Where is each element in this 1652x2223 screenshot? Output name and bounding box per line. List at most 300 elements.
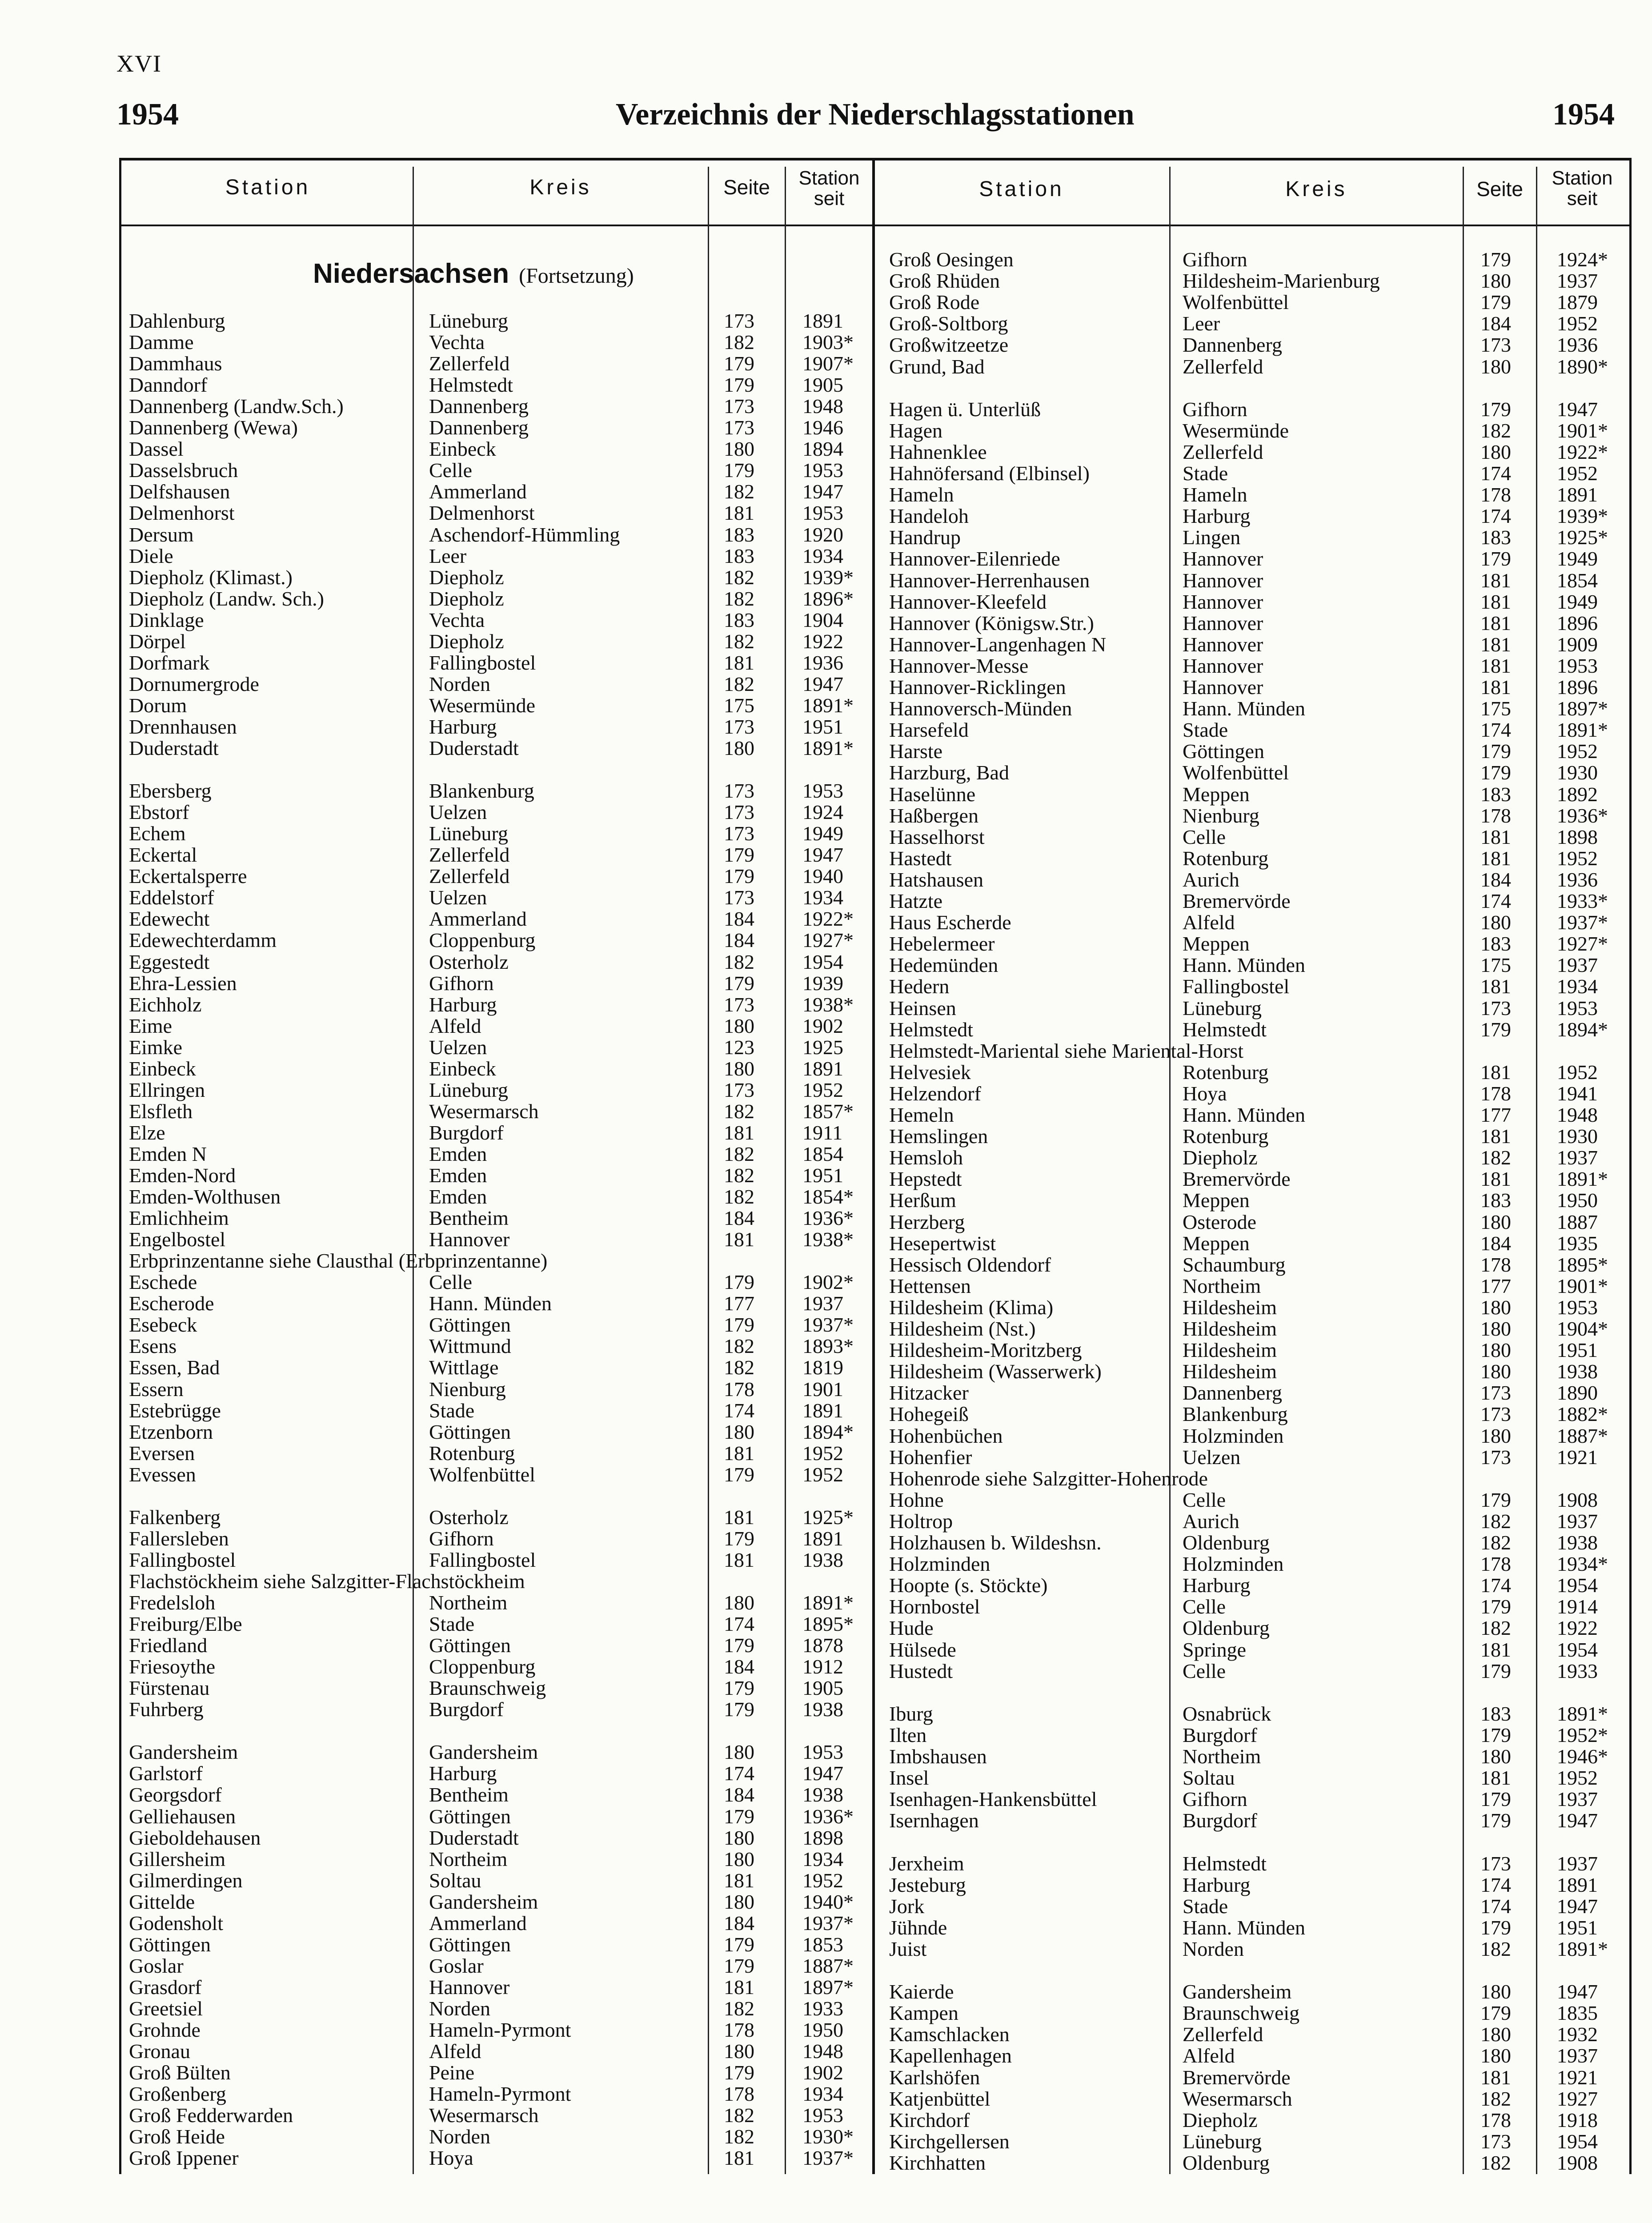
station-name: Fredelsloh xyxy=(129,1591,216,1614)
seite-value: 180 xyxy=(1480,1745,1511,1768)
station-name: Gittelde xyxy=(129,1890,195,1913)
seite-value: 175 xyxy=(1480,697,1511,720)
seite-value: 173 xyxy=(724,309,754,332)
table-row xyxy=(0,2088,1652,2110)
seite-value: 179 xyxy=(1480,740,1511,763)
station-name: Hannover (Königsw.Str.) xyxy=(889,611,1094,634)
seite-value: 175 xyxy=(1480,954,1511,977)
kreis-name: Zellerfeld xyxy=(429,843,510,867)
station-name: Grund, Bad xyxy=(889,355,985,378)
seite-value: 180 xyxy=(724,737,754,759)
station-name: Eckertal xyxy=(129,843,197,867)
seite-value: 181 xyxy=(724,502,754,525)
station-name: Kirchgellersen xyxy=(889,2130,1010,2153)
seite-value: 177 xyxy=(1480,1103,1511,1126)
station-name: Goslar xyxy=(129,1954,184,1977)
station-since: 1897* xyxy=(1557,697,1608,720)
station-since: 1938* xyxy=(802,993,854,1016)
station-since: 1902 xyxy=(802,2061,843,2084)
station-since: 1925* xyxy=(1557,526,1608,549)
seite-value: 183 xyxy=(1480,1702,1511,1725)
table-row xyxy=(0,1340,1652,1361)
kreis-name: Soltau xyxy=(1183,1766,1235,1790)
station-since: 1953 xyxy=(802,459,843,482)
seite-value: 180 xyxy=(724,1890,754,1913)
kreis-name: Hannover xyxy=(1183,654,1263,677)
seite-value: 174 xyxy=(1480,505,1511,528)
station-name: Dörpel xyxy=(129,630,186,653)
station-name: Edewechterdamm xyxy=(129,929,277,952)
kreis-name: Göttingen xyxy=(429,1634,511,1657)
seite-value: 179 xyxy=(1480,1788,1511,1811)
station-name: Hohenfier xyxy=(889,1445,972,1469)
kreis-name: Rotenburg xyxy=(1183,1060,1269,1083)
station-since: 1891 xyxy=(1557,483,1598,506)
table-row xyxy=(0,313,1652,334)
kreis-name: Celle xyxy=(429,459,473,482)
kreis-name: Alfeld xyxy=(1183,2044,1235,2067)
seite-value: 174 xyxy=(724,1399,754,1422)
seite-value: 179 xyxy=(1480,1809,1511,1832)
station-since: 1936* xyxy=(802,1805,854,1828)
station-since: 1954 xyxy=(1557,1574,1598,1597)
station-since: 1953 xyxy=(802,1741,843,1764)
station-since: 1937 xyxy=(802,1292,843,1315)
station-since: 1946 xyxy=(802,416,843,439)
kreis-name: Duderstadt xyxy=(429,737,519,759)
seite-value: 182 xyxy=(724,480,754,503)
seite-value: 180 xyxy=(724,1057,754,1080)
station-name: Dannenberg (Landw.Sch.) xyxy=(129,395,344,418)
station-since: 1904 xyxy=(802,608,843,631)
kreis-name: Lüneburg xyxy=(1183,2130,1262,2153)
station-name: Hatshausen xyxy=(889,868,984,891)
station-since: 1934* xyxy=(1557,1553,1608,1576)
kreis-name: Zellerfeld xyxy=(1183,2023,1263,2046)
station-name: Elsfleth xyxy=(129,1099,193,1123)
kreis-name: Harburg xyxy=(1183,1873,1251,1896)
kreis-name: Burgdorf xyxy=(429,1121,504,1144)
seite-value: 173 xyxy=(1480,2130,1511,2153)
station-name: Fürstenau xyxy=(129,1677,210,1700)
table-row xyxy=(0,805,1652,827)
station-since: 1939* xyxy=(1557,505,1608,528)
seite-value: 181 xyxy=(724,1548,754,1571)
seite-value: 174 xyxy=(1480,462,1511,485)
table-row xyxy=(0,2045,1652,2067)
kreis-name: Gandersheim xyxy=(429,1890,538,1913)
page-number: XVI xyxy=(116,50,162,77)
seite-value: 182 xyxy=(724,566,754,589)
seite-value: 180 xyxy=(1480,1980,1511,2003)
kreis-name: Gifhorn xyxy=(1183,397,1247,421)
station-since: 1948 xyxy=(802,2040,843,2063)
station-since: 1936 xyxy=(1557,333,1598,357)
station-name: Kirchdorf xyxy=(889,2108,970,2131)
station-since: 1937* xyxy=(1557,911,1608,934)
table-row xyxy=(0,1596,1652,1617)
station-since: 1954 xyxy=(1557,2130,1598,2153)
seite-value: 180 xyxy=(1480,1339,1511,1362)
station-name: Helmstedt-Mariental siehe Mariental-Horst xyxy=(889,1039,1244,1062)
station-name: Falkenberg xyxy=(129,1505,221,1529)
station-since: 1879 xyxy=(1557,291,1598,314)
station-name: Drennhausen xyxy=(129,715,237,738)
kreis-name: Hildesheim xyxy=(1183,1339,1277,1362)
station-name: Emlichheim xyxy=(129,1207,229,1230)
station-since: 1952 xyxy=(1557,312,1598,335)
table-row xyxy=(0,1212,1652,1233)
station-name: Esebeck xyxy=(129,1313,197,1336)
station-name: Dinklage xyxy=(129,608,204,631)
seite-value: 180 xyxy=(724,1420,754,1443)
station-name: Kampen xyxy=(889,2002,958,2025)
seite-value: 182 xyxy=(1480,1617,1511,1640)
seite-value: 181 xyxy=(1480,569,1511,592)
kreis-name: Helmstedt xyxy=(429,373,513,397)
station-since: 1894 xyxy=(802,437,843,461)
station-since: 1950 xyxy=(1557,1189,1598,1212)
kreis-name: Hildesheim xyxy=(1183,1296,1277,1319)
station-name: Helzendorf xyxy=(889,1082,981,1105)
station-name: Hannover-Kleefeld xyxy=(889,590,1047,613)
station-name: Groß-Soltborg xyxy=(889,312,1008,335)
kreis-name: Gifhorn xyxy=(429,971,494,995)
station-name: Danndorf xyxy=(129,373,208,397)
station-since: 1894* xyxy=(802,1420,854,1443)
seite-value: 173 xyxy=(724,886,754,909)
seite-value: 179 xyxy=(1480,547,1511,570)
kreis-name: Burgdorf xyxy=(1183,1723,1257,1746)
station-name: Eimke xyxy=(129,1035,183,1059)
table-row xyxy=(0,891,1652,912)
table-row xyxy=(0,1853,1652,1874)
station-since: 1933 xyxy=(1557,1659,1598,1682)
seite-value: 181 xyxy=(1480,1766,1511,1790)
kreis-name: Uelzen xyxy=(429,1035,487,1059)
table-row xyxy=(0,1062,1652,1083)
kreis-name: Oldenburg xyxy=(1183,1617,1270,1640)
station-name: Grasdorf xyxy=(129,1975,202,1998)
station-since: 1854* xyxy=(802,1185,854,1208)
station-name: Hildesheim (Wasserwerk) xyxy=(889,1360,1102,1383)
station-name: Kirchhatten xyxy=(889,2151,986,2174)
seite-value: 123 xyxy=(724,1035,754,1059)
kreis-name: Hann. Münden xyxy=(429,1292,552,1315)
kreis-name: Aurich xyxy=(1183,868,1239,891)
table-row xyxy=(0,955,1652,976)
station-name: Hornbostel xyxy=(889,1595,980,1618)
station-since: 1891* xyxy=(1557,1702,1608,1725)
seite-value: 179 xyxy=(724,1271,754,1294)
kreis-name: Hildesheim-Marienburg xyxy=(1183,269,1380,293)
kreis-name: Ammerland xyxy=(429,1911,527,1934)
kreis-name: Fallingbostel xyxy=(429,651,536,674)
kreis-name: Hannover xyxy=(1183,633,1263,656)
kreis-name: Bremervörde xyxy=(1183,2066,1291,2089)
seite-value: 179 xyxy=(1480,1488,1511,1511)
seite-value: 178 xyxy=(1480,804,1511,827)
station-name: Damme xyxy=(129,331,194,354)
seite-value: 178 xyxy=(724,2018,754,2041)
table-row xyxy=(0,591,1652,613)
table-row xyxy=(0,377,1652,399)
station-since: 1939 xyxy=(802,971,843,995)
col-header-kreis-left: Kreis xyxy=(529,176,592,199)
table-row xyxy=(0,1575,1652,1596)
seite-value: 178 xyxy=(1480,2108,1511,2131)
station-name: Gelliehausen xyxy=(129,1805,236,1828)
station-name: Herßum xyxy=(889,1189,956,1212)
station-name: Delmenhorst xyxy=(129,502,235,525)
station-name: Kapellenhagen xyxy=(889,2044,1012,2067)
station-since: 1947 xyxy=(1557,1980,1598,2003)
seite-value: 180 xyxy=(1480,1296,1511,1319)
table-row xyxy=(0,1104,1652,1126)
station-since: 1895* xyxy=(1557,1253,1608,1276)
table-row xyxy=(0,741,1652,762)
station-name: Hedemünden xyxy=(889,954,998,977)
station-since: 1953 xyxy=(1557,654,1598,677)
station-since: 1947 xyxy=(1557,1894,1598,1918)
station-name: Hagen xyxy=(889,419,943,442)
station-name: Einbeck xyxy=(129,1057,196,1080)
seite-value: 179 xyxy=(724,1698,754,1721)
station-since: 1901* xyxy=(1557,419,1608,442)
seite-value: 178 xyxy=(724,1377,754,1400)
station-since: 1938 xyxy=(802,1548,843,1571)
seite-value: 181 xyxy=(724,1975,754,1998)
station-name: Groß Bülten xyxy=(129,2061,231,2084)
kreis-name: Stade xyxy=(429,1399,475,1422)
station-since: 1905 xyxy=(802,1677,843,1700)
kreis-name: Lüneburg xyxy=(1183,996,1262,1019)
station-since: 1953 xyxy=(1557,1296,1598,1319)
table-row xyxy=(0,912,1652,933)
station-since: 1891* xyxy=(802,737,854,759)
station-name: Duderstadt xyxy=(129,737,219,759)
station-name: Eggestedt xyxy=(129,950,210,973)
region-name: Niedersachsen xyxy=(313,258,509,289)
kreis-name: Bremervörde xyxy=(1183,1168,1291,1191)
kreis-name: Göttingen xyxy=(429,1313,511,1336)
station-since: 1938 xyxy=(1557,1531,1598,1554)
station-name: Karlshöfen xyxy=(889,2066,980,2089)
station-name: Harsefeld xyxy=(889,718,969,742)
table-row xyxy=(0,1746,1652,1767)
station-since: 1937 xyxy=(1557,1509,1598,1533)
seite-value: 180 xyxy=(1480,1210,1511,1233)
seite-value: 181 xyxy=(1480,633,1511,656)
seite-value: 181 xyxy=(1480,1125,1511,1148)
seite-value: 180 xyxy=(1480,440,1511,463)
seite-value: 180 xyxy=(1480,355,1511,378)
table-row xyxy=(0,1147,1652,1168)
table-row xyxy=(0,356,1652,377)
station-name: Essen, Bad xyxy=(129,1356,220,1379)
seite-value: 184 xyxy=(724,929,754,952)
station-name: Hildesheim-Moritzberg xyxy=(889,1339,1082,1362)
kreis-name: Harburg xyxy=(429,715,497,738)
kreis-name: Hannover xyxy=(1183,676,1263,698)
kreis-name: Hann. Münden xyxy=(1183,1103,1305,1126)
kreis-name: Lüneburg xyxy=(429,822,509,845)
station-since: 1938 xyxy=(1557,1360,1598,1383)
station-since: 1952 xyxy=(802,1869,843,1892)
kreis-name: Wesermünde xyxy=(1183,419,1289,442)
table-row xyxy=(0,1810,1652,1831)
station-since: 1905 xyxy=(802,373,843,397)
station-since: 1930 xyxy=(1557,761,1598,784)
table-row xyxy=(0,1425,1652,1447)
table-row xyxy=(0,506,1652,527)
table-row xyxy=(0,698,1652,719)
table-row xyxy=(0,2002,1652,2024)
seite-value: 179 xyxy=(724,865,754,888)
station-name: Gillersheim xyxy=(129,1847,226,1870)
table-row xyxy=(0,1361,1652,1382)
seite-value: 182 xyxy=(724,630,754,653)
station-name: Dornumergrode xyxy=(129,672,259,695)
table-row xyxy=(0,270,1652,292)
table-row xyxy=(0,1297,1652,1318)
station-name: Hohne xyxy=(889,1488,944,1511)
station-name: Hemeln xyxy=(889,1103,954,1126)
kreis-name: Northeim xyxy=(429,1591,508,1614)
table-row xyxy=(0,2110,1652,2131)
station-since: 1921 xyxy=(1557,1445,1598,1469)
kreis-name: Hannover xyxy=(1183,569,1263,592)
seite-value: 179 xyxy=(724,1677,754,1700)
seite-value: 183 xyxy=(1480,782,1511,806)
table-row xyxy=(0,331,1652,357)
table-row xyxy=(0,1040,1652,1062)
kreis-name: Cloppenburg xyxy=(429,929,536,952)
station-since: 1936 xyxy=(1557,868,1598,891)
seite-value: 177 xyxy=(1480,1274,1511,1297)
table-row xyxy=(0,1126,1652,1147)
station-name: Hohenrode siehe Salzgitter-Hohenrode xyxy=(889,1467,1208,1490)
station-name: Hahnenklee xyxy=(889,440,987,463)
station-name: Eschede xyxy=(129,1271,197,1294)
station-name: Engelbostel xyxy=(129,1228,226,1251)
table-row xyxy=(0,1468,1652,1489)
station-name: Holtrop xyxy=(889,1509,953,1533)
station-name: Greetsiel xyxy=(129,1997,203,2020)
station-since: 1937 xyxy=(1557,954,1598,977)
seite-value: 181 xyxy=(724,1869,754,1892)
station-name: Fallingbostel xyxy=(129,1548,236,1571)
kreis-name: Dannenberg xyxy=(1183,1381,1282,1404)
seite-value: 182 xyxy=(724,1185,754,1208)
station-since: 1940 xyxy=(802,865,843,888)
seite-value: 173 xyxy=(724,779,754,803)
station-name: Haus Escherde xyxy=(889,911,1011,934)
kreis-name: Diepholz xyxy=(1183,1146,1258,1169)
seite-value: 181 xyxy=(724,1228,754,1251)
kreis-name: Alfeld xyxy=(429,1014,481,1037)
kreis-name: Stade xyxy=(1183,462,1228,485)
seite-value: 179 xyxy=(724,1313,754,1336)
kreis-name: Gifhorn xyxy=(1183,248,1247,271)
station-name: Hebelermeer xyxy=(889,932,995,955)
seite-value: 179 xyxy=(1480,761,1511,784)
station-since: 1925 xyxy=(802,1035,843,1059)
kreis-name: Gandersheim xyxy=(1183,1980,1292,2003)
kreis-name: Braunschweig xyxy=(1183,2002,1300,2025)
seite-value: 184 xyxy=(724,1207,754,1230)
station-name: Groß Rode xyxy=(889,291,980,314)
station-name: Dahlenburg xyxy=(129,309,225,332)
seite-value: 178 xyxy=(1480,1082,1511,1105)
station-name: Edewecht xyxy=(129,907,210,931)
seite-value: 179 xyxy=(1480,291,1511,314)
table-row xyxy=(0,933,1652,955)
station-since: 1947 xyxy=(1557,1809,1598,1832)
station-since: 1937* xyxy=(802,1911,854,1934)
station-since: 1896 xyxy=(1557,611,1598,634)
kreis-name: Harburg xyxy=(429,993,497,1016)
station-since: 1937 xyxy=(1557,1852,1598,1875)
station-name: Fallersleben xyxy=(129,1527,229,1550)
station-name: Isenhagen-Hankensbüttel xyxy=(889,1788,1097,1811)
kreis-name: Hannover xyxy=(1183,590,1263,613)
kreis-name: Hoya xyxy=(1183,1082,1227,1105)
station-since: 1891 xyxy=(1557,1873,1598,1896)
station-since: 1914 xyxy=(1557,1595,1598,1618)
kreis-name: Ammerland xyxy=(429,480,527,503)
station-name: Gronau xyxy=(129,2040,190,2063)
seite-value: 174 xyxy=(1480,1873,1511,1896)
kreis-name: Celle xyxy=(1183,1659,1226,1682)
station-since: 1952 xyxy=(802,1463,843,1486)
table-row xyxy=(0,527,1652,548)
col-header-station-left: Station xyxy=(225,176,311,199)
station-since: 1937 xyxy=(1557,1146,1598,1169)
kreis-name: Fallingbostel xyxy=(429,1548,536,1571)
station-name: Eversen xyxy=(129,1441,195,1465)
kreis-name: Leer xyxy=(429,544,467,567)
station-name: Godensholt xyxy=(129,1911,224,1934)
kreis-name: Norden xyxy=(429,672,490,695)
kreis-name: Blankenburg xyxy=(429,779,534,803)
station-since: 1933* xyxy=(1557,890,1608,912)
seite-value: 182 xyxy=(1480,2151,1511,2174)
station-since: 1951 xyxy=(1557,1339,1598,1362)
station-since: 1936* xyxy=(802,1207,854,1230)
station-name: Diele xyxy=(129,544,173,567)
seite-value: 182 xyxy=(724,672,754,695)
seite-value: 180 xyxy=(724,437,754,461)
seite-value: 180 xyxy=(1480,2023,1511,2046)
kreis-name: Zellerfeld xyxy=(1183,355,1263,378)
station-name: Handeloh xyxy=(889,505,969,528)
station-name: Dersum xyxy=(129,523,194,546)
seite-value: 180 xyxy=(1480,1317,1511,1340)
seite-value: 179 xyxy=(724,373,754,397)
station-name: Eckertalsperre xyxy=(129,865,247,888)
seite-value: 179 xyxy=(724,1634,754,1657)
seite-value: 181 xyxy=(724,2147,754,2170)
station-name: Ebersberg xyxy=(129,779,212,803)
station-since: 1940* xyxy=(802,1890,854,1913)
station-name: Iburg xyxy=(889,1702,933,1725)
station-since: 1898 xyxy=(802,1826,843,1849)
seite-value: 180 xyxy=(724,1741,754,1764)
seite-value: 184 xyxy=(724,1911,754,1934)
seite-value: 180 xyxy=(1480,269,1511,293)
station-since: 1893* xyxy=(802,1335,854,1358)
